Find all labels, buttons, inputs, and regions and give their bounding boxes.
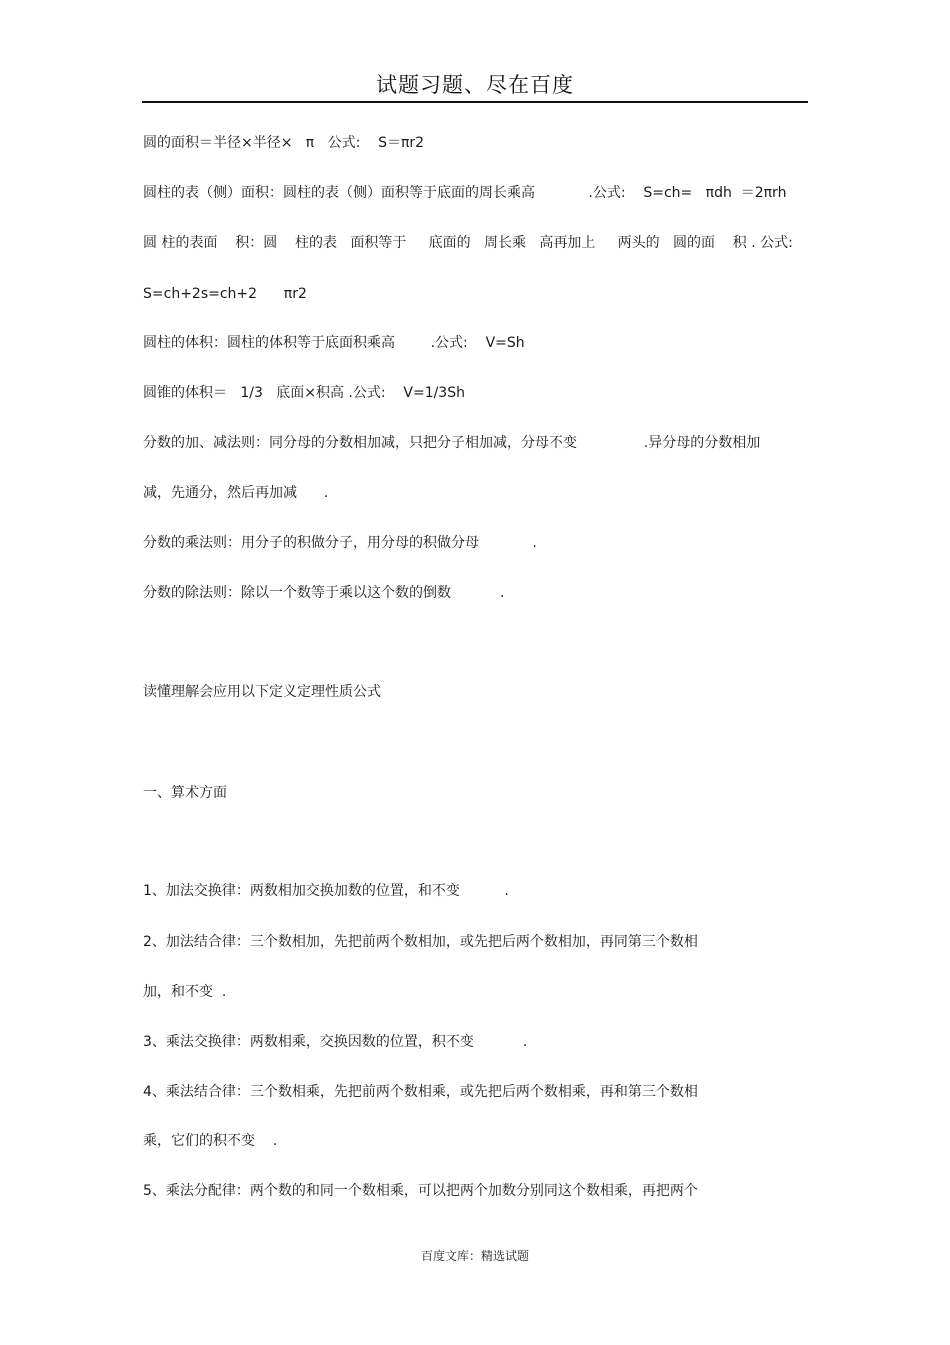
list-item-addition-associative-cont: 加，和不变 . [143,984,227,1000]
list-item-multiplication-associative: 4、乘法结合律：三个数相乘，先把前两个数相乘，或先把后两个数相乘，再和第三个数相 [143,1084,698,1100]
list-item-distributive: 5、乘法分配律：两个数的和同一个数相乘，可以把两个加数分别同这个数相乘，再把两个 [143,1183,698,1199]
text-line-cylinder-surface-formula: S=ch+2s=ch+2 πr2 [143,286,307,302]
header-divider [142,101,808,103]
text-line-cylinder-surface-area: 圆 柱的表面 积：圆 柱的表 面积等于 底面的 周长乘 高再加上 两头的 圆的面 积 . 公式: [143,235,793,251]
text-line-cylinder-volume: 圆柱的体积：圆柱的体积等于底面积乘高 .公式: V=Sh [143,335,525,351]
list-item-addition-associative: 2、加法结合律：三个数相加，先把前两个数相加，或先把后两个数相加，再同第三个数相 [143,934,698,950]
page-footer: 百度文库：精选试题 [420,1249,529,1263]
text-line-fraction-divide: 分数的除法则：除以一个数等于乘以这个数的倒数 . [143,585,505,601]
text-line-cone-volume: 圆锥的体积＝ 1/3 底面×积高 .公式: V=1/3Sh [143,385,465,401]
text-line-fraction-add-subtract: 分数的加、减法则：同分母的分数相加减，只把分子相加减，分母不变 .异分母的分数相加 [143,435,761,451]
text-line-fraction-add-subtract-cont: 减，先通分，然后再加减 . [143,485,329,501]
page-title: 试题习题、尽在百度 [376,73,574,97]
section-intro: 读懂理解会应用以下定义定理性质公式 [143,684,381,700]
list-item-multiplication-associative-cont: 乘，它们的积不变 . [143,1133,278,1149]
section-heading-arithmetic: 一、算术方面 [143,785,227,801]
list-item-multiplication-commutative: 3、乘法交换律：两数相乘，交换因数的位置，积不变 . [143,1034,528,1050]
text-line-fraction-multiply: 分数的乘法则：用分子的积做分子，用分母的积做分母 . [143,535,537,551]
list-item-addition-commutative: 1、加法交换律：两数相加交换加数的位置，和不变 . [143,883,509,899]
text-line-circle-area: 圆的面积＝半径×半径× π 公式: S＝πr2 [143,135,425,151]
text-line-cylinder-lateral-area: 圆柱的表（侧）面积：圆柱的表（侧）面积等于底面的周长乘高 .公式: S=ch= πdh ＝2πrh [143,185,787,201]
